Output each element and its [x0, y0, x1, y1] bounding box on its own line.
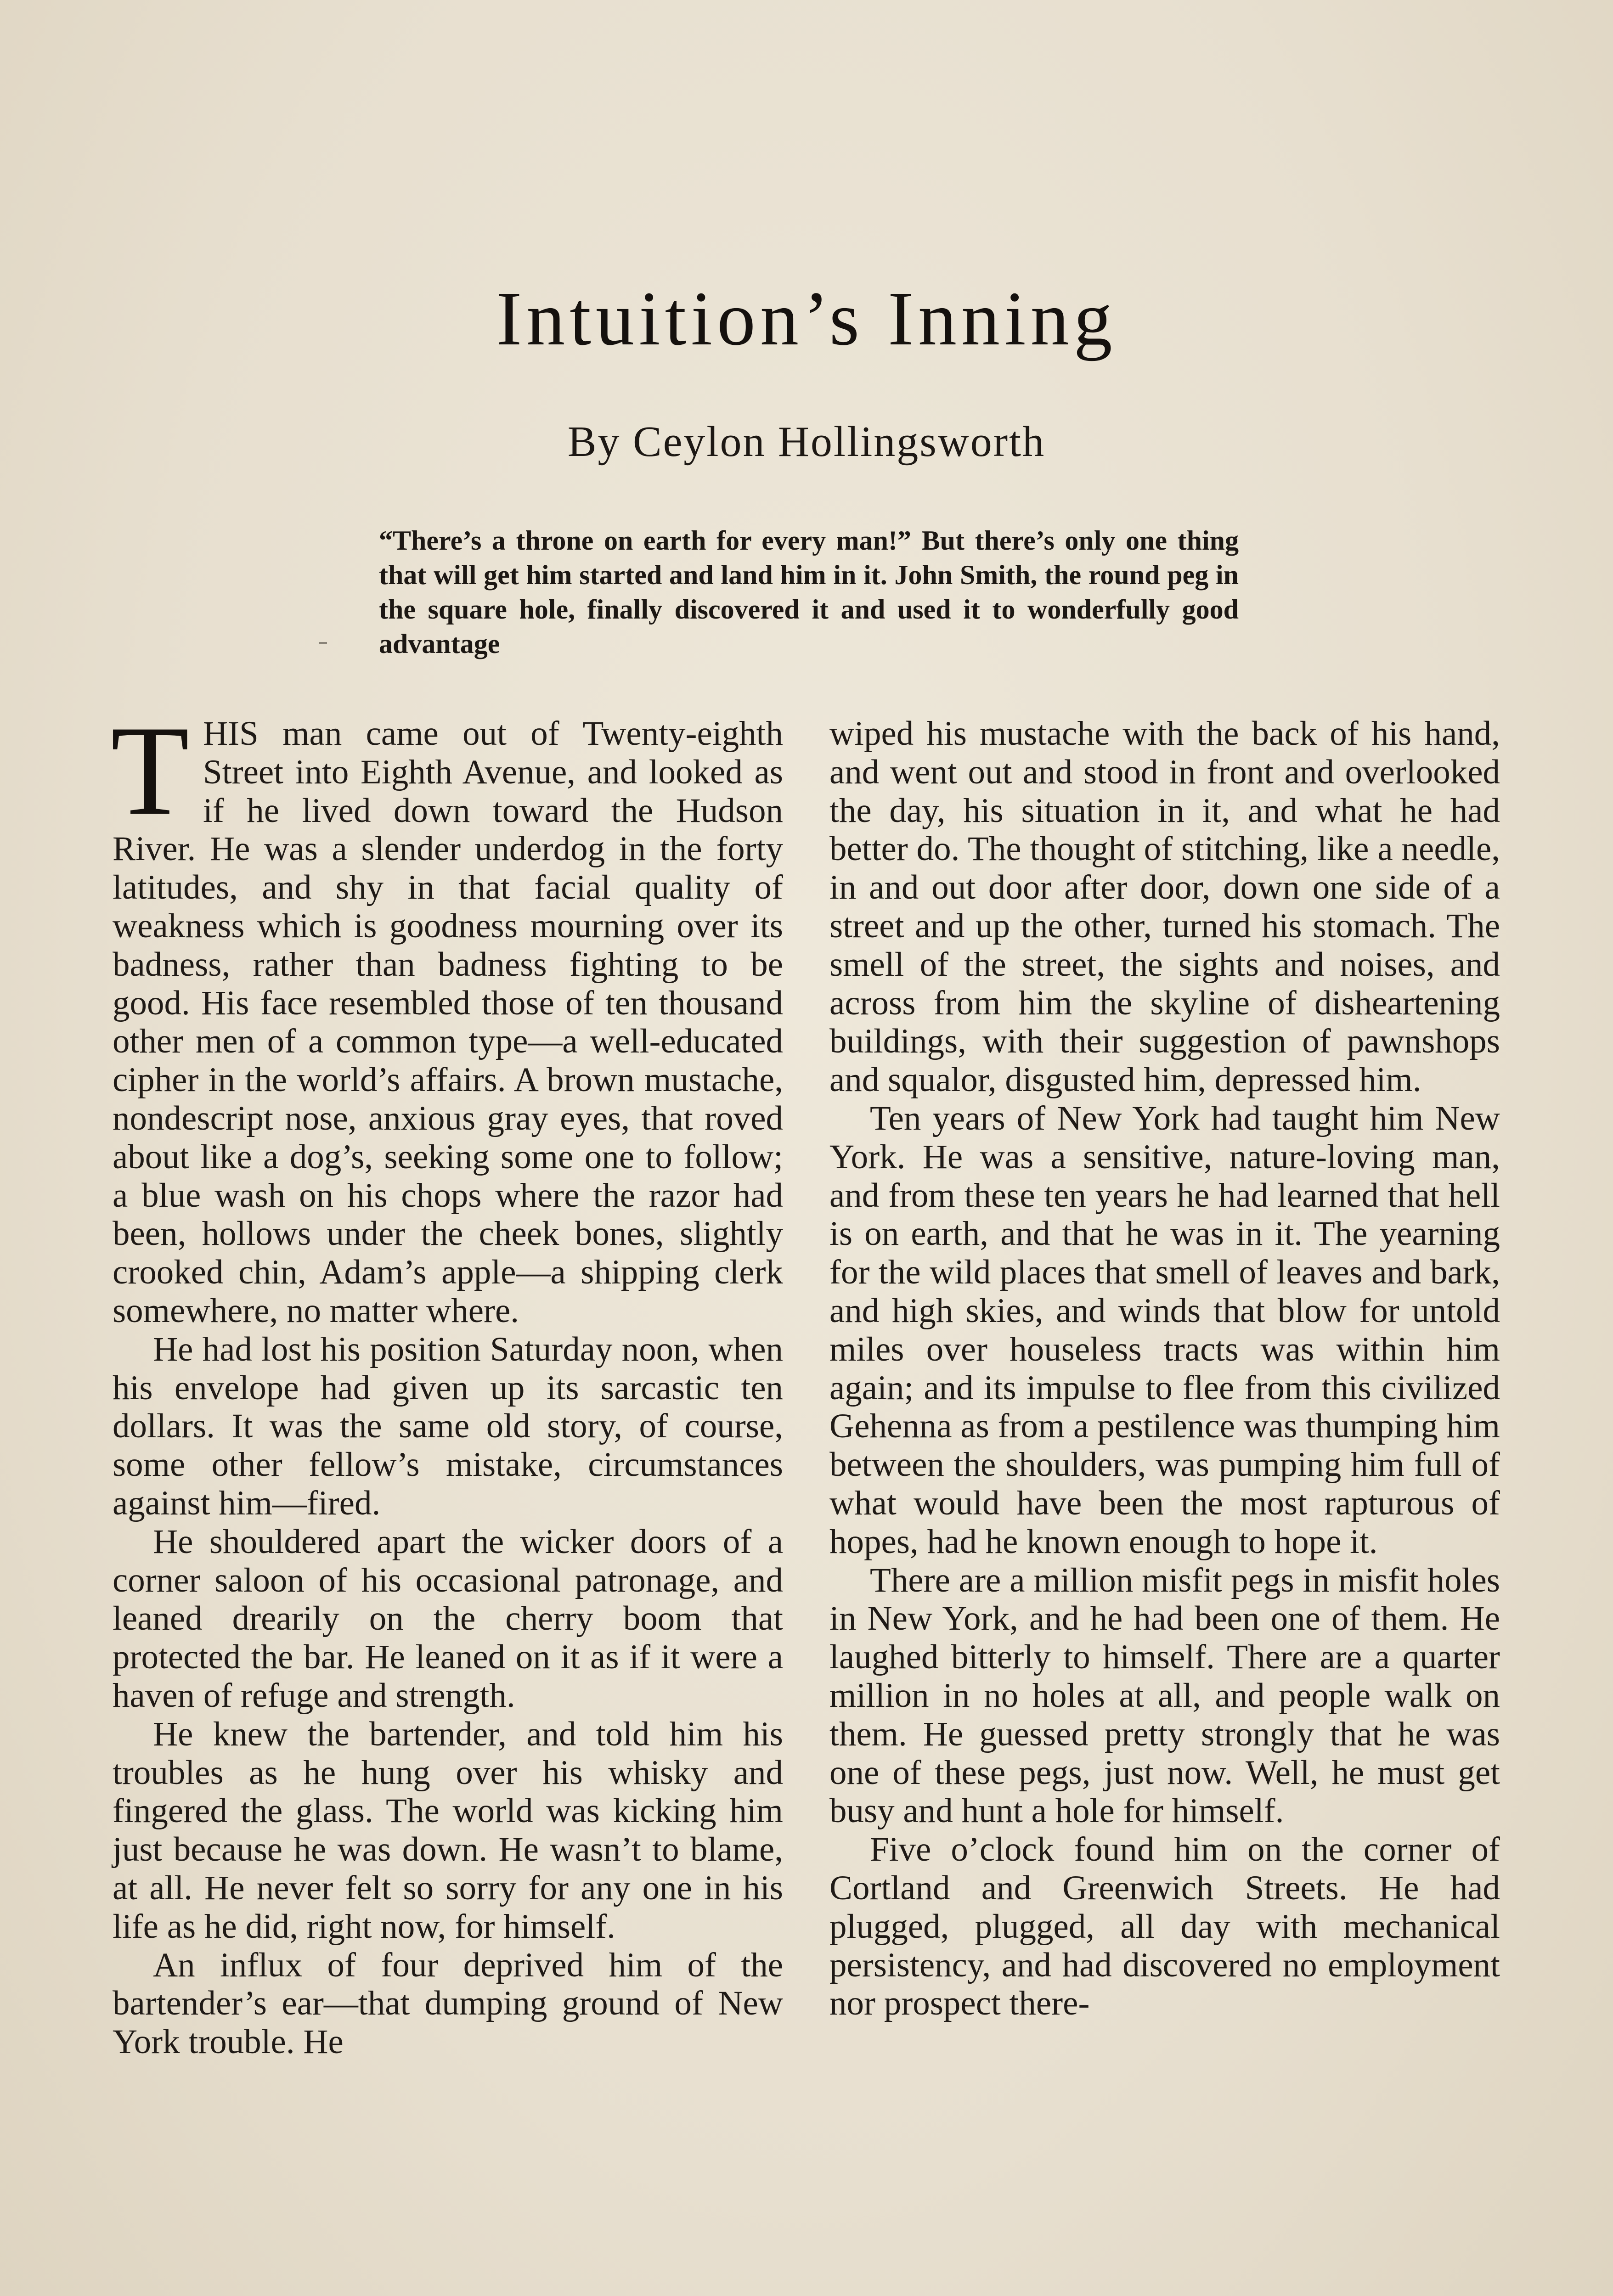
paragraph: He had lost his position Saturday noon, when his envelope had given up its sarcastic ten dollars. It was the same old story, of course, some other fellow’s mistake, circumstances against him—fired. [113, 1330, 783, 1522]
margin-mark [319, 642, 327, 644]
paragraph [111, 699, 783, 1330]
paragraph: Ten years of New York had taught him New York. He was a sensitive, nature-loving man, and from these ten years he had learned that hell is on earth, and that he was in it. The yearning for the wild places that smell of leaves and bark, and high skies, and winds that blow for untold miles over houseless tracts was within him again; and its impulse to flee from this civilized Gehenna as from a pestilence was thumping him between the shoulders, was pumping him full of what would have been the most rapturous of hopes, had he known enough to hope it. [829, 1099, 1500, 1561]
article-byline: By Ceylon Hollingsworth [567, 418, 1046, 466]
paragraph: wiped his mustache with the back of his hand, and went out and stood in front and overlooked the day, his situation in it, and what he had better do. The thought of stitching, like a needle, in and out door after door, down one side of a street and up the other, turned his stomach. The smell of the street, the sights and noises, and across from him the skyline of disheartening buildings, with their suggestion of pawnshops and squalor, disgusted him, depressed him. [829, 715, 1500, 1099]
paragraph-text: HIS man came out of Twenty-eighth Street into Eighth Avenue, and looked as if he lived down toward the Hudson River. He was a slender underdog in the forty latitudes, and shy in that facial quality of weakness which is goodness mourning over its badness, rather than badness fighting to be good. His face resembled those of ten thousand other men of a common type—a well-educated cipher in the world’s affairs. A brown mustache, nondescript nose, anxious gray eyes, that roved about like a dog’s, seeking some one to follow; a blue wash on his chops where the razor had been, hollows under the cheek bones, slightly crooked chin, Adam’s apple—a shipping clerk somewhere, no matter where. [113, 715, 783, 1330]
paragraph: He knew the bartender, and told him his troubles as he hung over his whisky and fingered the glass. The world was kicking him just because he was down. He wasn’t to blame, at all. He never felt so sorry for any one in his life as he did, right now, for himself. [113, 1715, 783, 1946]
left-column [111, 699, 783, 2061]
article-blurb: “There’s a throne on earth for every man!” But there’s only one thing that will get him started and land him in it. John Smith, the round peg in the square hole, finally discovered it and used it to wonderfully good advantage [379, 525, 1239, 659]
paragraph: Five o’clock found him on the corner of Cortland and Greenwich Streets. He had plugged, plugged, all day with mechanical persistency, and had discovered no employment nor prospect there- [829, 1830, 1500, 2023]
paragraph: An influx of four deprived him of the bartender’s ear—that dumping ground of New York trouble. He [113, 1946, 783, 2061]
drop-cap: T [111, 699, 190, 842]
paragraph: There are a million misfit pegs in misfit holes in New York, and he had been one of them. He laughed bitterly to himself. There are a quarter million in no holes at all, and people walk on them. He guessed pretty strongly that he was one of these pegs, just now. Well, he must get busy and hunt a hole for himself. [829, 1561, 1500, 1830]
right-column [829, 715, 1500, 2023]
article-title: Intuition’s Inning [496, 276, 1117, 361]
paragraph: He shouldered apart the wicker doors of a corner saloon of his occasional patronage, and leaned drearily on the cherry boom that protected the bar. He leaned on it as if it were a haven of refuge and strength. [113, 1522, 783, 1715]
